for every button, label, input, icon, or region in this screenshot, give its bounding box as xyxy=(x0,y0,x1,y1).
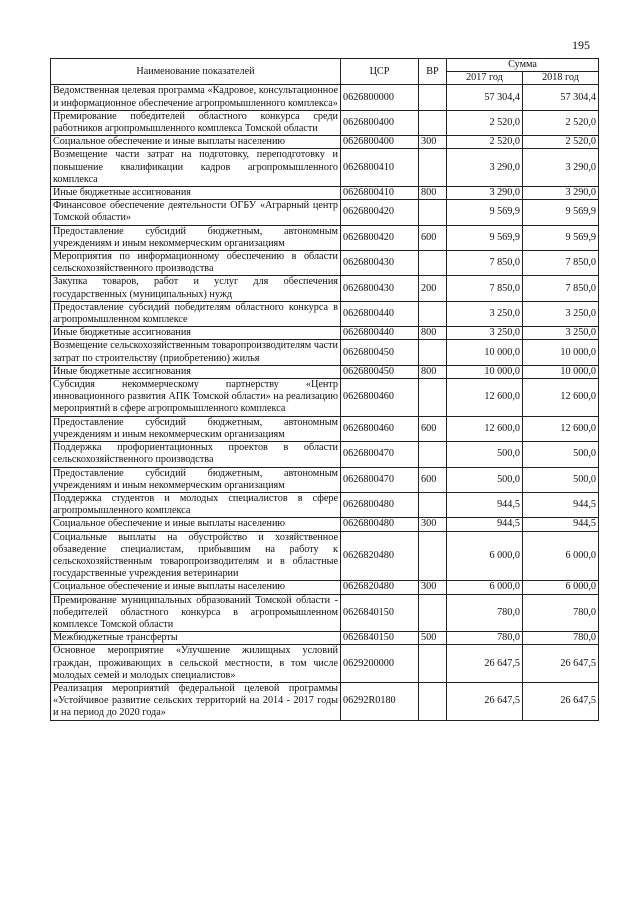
row-name: Иные бюджетные ассигнования xyxy=(51,187,341,200)
header-year-2018: 2018 год xyxy=(523,72,599,85)
row-csr: 0626800400 xyxy=(341,136,419,149)
row-amount-2018: 780,0 xyxy=(523,594,599,632)
row-vr: 300 xyxy=(419,581,447,594)
row-vr: 500 xyxy=(419,632,447,645)
row-amount-2018: 7 850,0 xyxy=(523,276,599,301)
row-csr: 0626820480 xyxy=(341,581,419,594)
row-amount-2018: 780,0 xyxy=(523,632,599,645)
row-amount-2017: 780,0 xyxy=(447,632,523,645)
row-amount-2017: 3 250,0 xyxy=(447,327,523,340)
row-name: Возмещение части затрат на подготовку, переподготовку и повышение квалификации кадров агропромышленного комплекса xyxy=(51,149,341,187)
row-name: Иные бюджетные ассигнования xyxy=(51,327,341,340)
row-amount-2018: 12 600,0 xyxy=(523,416,599,441)
budget-table xyxy=(50,58,599,721)
table-row xyxy=(51,632,599,645)
row-amount-2017: 500,0 xyxy=(447,442,523,467)
row-vr xyxy=(419,251,447,276)
row-vr xyxy=(419,379,447,417)
row-amount-2017: 9 569,9 xyxy=(447,200,523,225)
row-csr: 0626800420 xyxy=(341,200,419,225)
row-vr: 800 xyxy=(419,327,447,340)
row-vr xyxy=(419,149,447,187)
row-vr xyxy=(419,301,447,326)
row-csr: 0626800400 xyxy=(341,110,419,135)
row-name: Реализация мероприятий федеральной целевой программы «Устойчивое развитие сельских территорий на 2014 - 2017 годы и на период до 2020 года» xyxy=(51,682,341,720)
row-name: Премирование муниципальных образований Томской области - победителей областного конкурса в агропромышленном комплексе Томской области xyxy=(51,594,341,632)
row-amount-2018: 10 000,0 xyxy=(523,365,599,378)
row-name: Иные бюджетные ассигнования xyxy=(51,365,341,378)
row-name: Основное мероприятие «Улучшение жилищных условий граждан, проживающих в сельской местности, в том числе молодых семей и молодых специалистов» xyxy=(51,645,341,683)
row-csr: 0629200000 xyxy=(341,645,419,683)
row-vr xyxy=(419,442,447,467)
row-name: Социальное обеспечение и иные выплаты населению xyxy=(51,136,341,149)
table-row xyxy=(51,110,599,135)
table-row xyxy=(51,149,599,187)
row-amount-2018: 3 250,0 xyxy=(523,301,599,326)
row-vr xyxy=(419,682,447,720)
row-csr: 0626800450 xyxy=(341,340,419,365)
row-name: Предоставление субсидий победителям областного конкурса в агропромышленном комплексе xyxy=(51,301,341,326)
table-row xyxy=(51,379,599,417)
row-vr: 200 xyxy=(419,276,447,301)
row-name: Межбюджетные трансферты xyxy=(51,632,341,645)
header-sum: Сумма xyxy=(447,59,599,72)
row-amount-2017: 12 600,0 xyxy=(447,379,523,417)
table-row xyxy=(51,531,599,581)
row-csr: 0626800410 xyxy=(341,187,419,200)
row-name: Социальное обеспечение и иные выплаты населению xyxy=(51,581,341,594)
row-amount-2018: 57 304,4 xyxy=(523,85,599,110)
table-row xyxy=(51,442,599,467)
row-name: Предоставление субсидий бюджетным, автономным учреждениям и иным некоммерческим организациям xyxy=(51,416,341,441)
row-vr: 800 xyxy=(419,187,447,200)
row-amount-2017: 7 850,0 xyxy=(447,251,523,276)
row-vr: 600 xyxy=(419,467,447,492)
row-vr xyxy=(419,200,447,225)
row-amount-2018: 3 250,0 xyxy=(523,327,599,340)
row-vr: 300 xyxy=(419,518,447,531)
table-row xyxy=(51,518,599,531)
row-name: Премирование победителей областного конкурса среди работников агропромышленного комплекса Томской области xyxy=(51,110,341,135)
table-row xyxy=(51,136,599,149)
row-amount-2018: 26 647,5 xyxy=(523,682,599,720)
table-row xyxy=(51,200,599,225)
row-amount-2018: 2 520,0 xyxy=(523,110,599,135)
row-amount-2017: 500,0 xyxy=(447,467,523,492)
row-amount-2018: 3 290,0 xyxy=(523,149,599,187)
table-row xyxy=(51,187,599,200)
table-row xyxy=(51,467,599,492)
row-vr xyxy=(419,594,447,632)
row-amount-2018: 3 290,0 xyxy=(523,187,599,200)
row-csr: 0626800480 xyxy=(341,492,419,517)
table-row xyxy=(51,85,599,110)
row-csr: 0626800410 xyxy=(341,149,419,187)
row-vr xyxy=(419,492,447,517)
row-amount-2018: 2 520,0 xyxy=(523,136,599,149)
row-amount-2017: 944,5 xyxy=(447,518,523,531)
row-vr xyxy=(419,110,447,135)
row-amount-2017: 6 000,0 xyxy=(447,581,523,594)
row-amount-2017: 10 000,0 xyxy=(447,365,523,378)
row-vr: 300 xyxy=(419,136,447,149)
row-csr: 0626840150 xyxy=(341,594,419,632)
row-vr xyxy=(419,85,447,110)
row-amount-2018: 9 569,9 xyxy=(523,225,599,250)
row-vr: 800 xyxy=(419,365,447,378)
row-amount-2017: 3 250,0 xyxy=(447,301,523,326)
row-name: Субсидия некоммерческому партнерству «Центр инновационного развития АПК Томской области» на реализацию мероприятий в сфере агропромышленного комплекса xyxy=(51,379,341,417)
row-csr: 0626800420 xyxy=(341,225,419,250)
header-name: Наименование показателей xyxy=(51,59,341,85)
row-vr: 600 xyxy=(419,225,447,250)
row-amount-2017: 6 000,0 xyxy=(447,531,523,581)
table-row xyxy=(51,301,599,326)
row-name: Поддержка профориентационных проектов в области сельскохозяйственного производства xyxy=(51,442,341,467)
row-csr: 0626800460 xyxy=(341,379,419,417)
row-amount-2017: 780,0 xyxy=(447,594,523,632)
row-amount-2018: 944,5 xyxy=(523,518,599,531)
row-name: Финансовое обеспечение деятельности ОГБУ «Аграрный центр Томской области» xyxy=(51,200,341,225)
row-amount-2018: 500,0 xyxy=(523,442,599,467)
row-amount-2017: 57 304,4 xyxy=(447,85,523,110)
row-vr xyxy=(419,645,447,683)
row-name: Ведомственная целевая программа «Кадровое, консультационное и информационное обеспечение агропромышленного комплекса» xyxy=(51,85,341,110)
row-name: Предоставление субсидий бюджетным, автономным учреждениям и иным некоммерческим организациям xyxy=(51,467,341,492)
row-vr: 600 xyxy=(419,416,447,441)
row-csr: 0626840150 xyxy=(341,632,419,645)
row-csr: 0626800460 xyxy=(341,416,419,441)
row-csr: 0626800430 xyxy=(341,251,419,276)
header-csr: ЦСР xyxy=(341,59,419,85)
row-name: Мероприятия по информационному обеспечению в области сельскохозяйственного производства xyxy=(51,251,341,276)
row-amount-2018: 12 600,0 xyxy=(523,379,599,417)
row-vr xyxy=(419,531,447,581)
row-amount-2017: 9 569,9 xyxy=(447,225,523,250)
row-amount-2018: 10 000,0 xyxy=(523,340,599,365)
row-amount-2018: 7 850,0 xyxy=(523,251,599,276)
row-name: Социальные выплаты на обустройство и хозяйственное обзаведение специалистам, прибывшим на работу к сельскохозяйственным товаропроизводителям и в областные государственные учреждения ветеринарии xyxy=(51,531,341,581)
page-number: 195 xyxy=(572,38,590,52)
row-csr: 0626800480 xyxy=(341,518,419,531)
table-row xyxy=(51,327,599,340)
row-amount-2017: 10 000,0 xyxy=(447,340,523,365)
row-name: Предоставление субсидий бюджетным, автономным учреждениям и иным некоммерческим организациям xyxy=(51,225,341,250)
row-vr xyxy=(419,340,447,365)
row-amount-2017: 26 647,5 xyxy=(447,645,523,683)
header-vr: ВР xyxy=(419,59,447,85)
row-amount-2018: 6 000,0 xyxy=(523,531,599,581)
row-name: Поддержка студентов и молодых специалистов в сфере агропромышленного комплекса xyxy=(51,492,341,517)
row-name: Возмещение сельскохозяйственным товаропроизводителям части затрат по строительству (приобретению) жилья xyxy=(51,340,341,365)
row-amount-2018: 9 569,9 xyxy=(523,200,599,225)
row-amount-2017: 2 520,0 xyxy=(447,110,523,135)
table-row xyxy=(51,225,599,250)
row-csr: 0626800470 xyxy=(341,442,419,467)
header-year-2017: 2017 год xyxy=(447,72,523,85)
row-csr: 06292R0180 xyxy=(341,682,419,720)
table-row xyxy=(51,276,599,301)
table-row xyxy=(51,416,599,441)
table-row xyxy=(51,492,599,517)
row-csr: 0626800450 xyxy=(341,365,419,378)
row-amount-2018: 6 000,0 xyxy=(523,581,599,594)
row-amount-2018: 500,0 xyxy=(523,467,599,492)
table-row xyxy=(51,594,599,632)
row-name: Социальное обеспечение и иные выплаты населению xyxy=(51,518,341,531)
row-amount-2017: 3 290,0 xyxy=(447,149,523,187)
table-row xyxy=(51,251,599,276)
row-amount-2018: 26 647,5 xyxy=(523,645,599,683)
table-row xyxy=(51,365,599,378)
row-amount-2017: 3 290,0 xyxy=(447,187,523,200)
row-csr: 0626800430 xyxy=(341,276,419,301)
row-amount-2017: 26 647,5 xyxy=(447,682,523,720)
table-row xyxy=(51,682,599,720)
row-amount-2017: 944,5 xyxy=(447,492,523,517)
row-amount-2017: 12 600,0 xyxy=(447,416,523,441)
row-csr: 0626800000 xyxy=(341,85,419,110)
table-row xyxy=(51,340,599,365)
table-row xyxy=(51,581,599,594)
row-csr: 0626820480 xyxy=(341,531,419,581)
row-csr: 0626800440 xyxy=(341,327,419,340)
row-amount-2017: 2 520,0 xyxy=(447,136,523,149)
row-amount-2018: 944,5 xyxy=(523,492,599,517)
table-body xyxy=(51,85,599,720)
row-csr: 0626800440 xyxy=(341,301,419,326)
row-csr: 0626800470 xyxy=(341,467,419,492)
table-row xyxy=(51,645,599,683)
row-name: Закупка товаров, работ и услуг для обеспечения государственных (муниципальных) нужд xyxy=(51,276,341,301)
row-amount-2017: 7 850,0 xyxy=(447,276,523,301)
